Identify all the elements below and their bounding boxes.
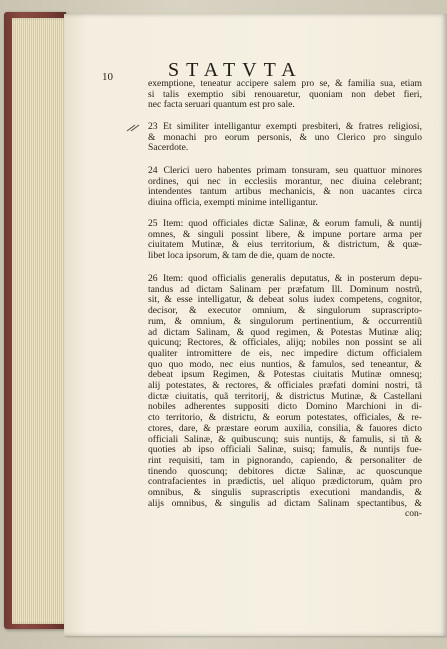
text-line: ordines, qui nec in ecclesiis morantur, nec diuina celebrant; [148, 176, 422, 187]
text-line: 25 Item: quod officiales dictæ Salinæ, & eorum famuli, & nuntij [148, 219, 422, 229]
text-line: quicunq; Rectores, & officiales, alijq; nobiles non possint se ali [148, 338, 422, 349]
paragraph-25 [148, 219, 422, 262]
paragraph-24 [148, 166, 422, 209]
text-line: ad dictam Salinam, & quod regimen, & Potestas Mutinæ aliq; [148, 327, 422, 338]
text-line: libet loca ipsorum, & tam de die, quam de nocte. [148, 251, 336, 262]
text-line: ciuitatem Mutinæ, & eius territorium, & districtum, & quæ- [148, 240, 422, 251]
page-number: 10 [102, 71, 113, 83]
text-line: ctores, dare, & præstare eorum auxilia, consilia, & fauores dicto [148, 423, 422, 434]
paragraph-number: 26 [148, 274, 158, 284]
text-line: 24 Clerici uero habentes primam tonsuram, seu quattuor minores [148, 166, 422, 176]
paragraph-continuation [148, 79, 422, 111]
catchword: con- [404, 509, 422, 520]
text-line: dictæ ciuitatis, quã territorij, & districtus Mutinæ, & Castellani [148, 391, 422, 402]
text-line: Sacerdote. [148, 143, 189, 154]
text-line: 23 Et similiter intelligantur exempti presbiteri, & fratres religiosi, [148, 122, 422, 132]
text-line: quo quo modo, nec eius nuntios, & famulos, sed teneantur, & [148, 359, 422, 370]
paragraph-number: 25 [148, 219, 158, 229]
text-line: cto territorio, & districtu, & eorum potestates, officiales, & re- [148, 413, 422, 424]
page-edges [12, 18, 68, 624]
text-line: nobiles adherentes suppositi dicto Domino Marchioni in di- [148, 402, 422, 413]
handwritten-margin-mark [126, 124, 140, 132]
text-line: diuina officia, exempti minime intelligantur. [148, 198, 318, 209]
text-line: quoties ab ipso officiali Salinæ, suisq; famulis, & nuntijs fue- [148, 445, 422, 456]
text-line: nec facta seruari quantum est pro sale. [148, 100, 295, 111]
text-line: omnes, & singuli possint libere, & impune portare arma per [148, 229, 422, 240]
text-line: debeat ipsum Regimen, & Potestas ciuitatis Mutinæ omnesq; [148, 370, 422, 381]
text-line: tandus ad dictam Salinam per præfatum Ill. Dominum nostrũ, [148, 284, 422, 295]
text-line: tinendo quoscunq; debitores dictæ Salinæ, ac quoscunque [148, 466, 422, 477]
text-line: sit, & esse intelligatur, & debeat solus iudex competens, cognitor, [148, 295, 422, 306]
text-line: alijs omnibus, & singulis ad dictam Salinam spectantibus, & [148, 498, 422, 509]
text-line: omnibus, & singulis suprascriptis executioni mandandis, & [148, 488, 422, 499]
paragraph-number: 23 [148, 122, 158, 132]
text-line: exemptione, teneatur accipere salem pro se, & familia sua, etiam [148, 79, 422, 89]
text-line: rum, & omnium, & singulorum pertinentium, & occurrentiũ [148, 316, 422, 327]
text-line: qualiter intromittere de eis, nec impedire dictum officialem [148, 348, 422, 359]
text-line: decisor, & executor omnium, & singulorum suprascripto- [148, 306, 422, 317]
text-line: intendentes tantum artibus mechanicis, & non uacantes circa [148, 187, 422, 198]
text-line: officiali Salinæ, & quibuscunq; suis nuntijs, & famulis, si tñ & [148, 434, 422, 445]
paragraph-26 [148, 274, 422, 520]
text-line: rint requisiti, tam in pignorando, capiendo, & personaliter de [148, 455, 422, 466]
text-line: si talis exemptio sibi renouaretur, quoniam non debet fieri, [148, 89, 422, 100]
paragraph-23 [148, 122, 422, 154]
text-line: 26 Item: quod officialis generalis deputatus, & in posterum depu- [148, 274, 422, 284]
text-line: & monachi pro eorum personis, & uno Clerico pro singulo [148, 132, 422, 143]
running-head: STATVTA [168, 59, 303, 81]
paragraph-number: 24 [148, 166, 158, 176]
text-line: alij potestates, & rectores, & officiales præfati domini nostri, tã [148, 381, 422, 392]
text-line: contrafacientes in prædictis, uel aliquo prædictorum, quàm pro [148, 477, 422, 488]
